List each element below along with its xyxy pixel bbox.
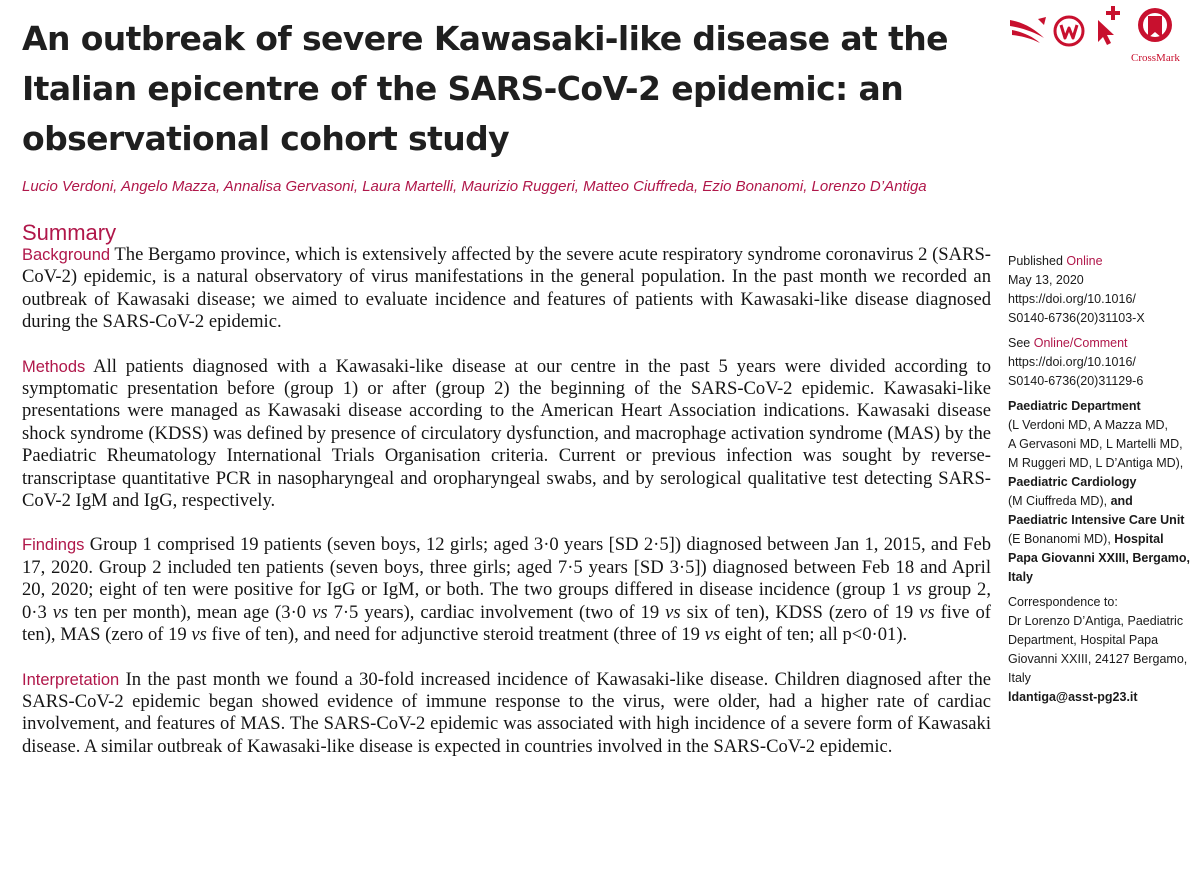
vs-italic: vs — [919, 601, 935, 623]
affiliation-line: (M Ciuffreda MD), — [1008, 494, 1108, 508]
correspondence-line: Correspondence to: — [1008, 595, 1118, 609]
affiliation-line: Italy — [1008, 570, 1034, 584]
findings-text-part: eight of ten; all p<0·01). — [720, 624, 908, 646]
correspondence-line: Department, Hospital Papa — [1008, 633, 1159, 647]
interpretation-text: In the past month we found a 30-fold increased incidence of Kawasaki-like disease. Children diagnosed after the SARS-CoV-2 epidemic began showed evidence of immune response to the virus, were older, had a higher rate of cardiac involvement, and features of MAS. The SARS-CoV-2 epidemic was associated with high incidence of a severe form of Kawasaki disease. A similar outbreak of Kawasaki-like disease is expected in countries involved in the SARS-CoV-2 epidemic. — [22, 668, 992, 757]
correspondence-email[interactable]: ldantiga@asst-pg23.it — [1008, 690, 1138, 704]
interpretation-paragraph — [22, 669, 991, 759]
lancet-ship-icon — [1008, 16, 1048, 46]
vs-italic: vs — [665, 601, 681, 623]
findings-paragraph — [22, 534, 991, 646]
affiliation-line: A Gervasoni MD, L Martelli MD, — [1008, 437, 1183, 451]
interpretation-label: Interpretation — [22, 670, 120, 689]
methods-label: Methods — [22, 357, 86, 376]
affiliation-line: M Ruggeri MD, L D’Antiga MD), — [1008, 456, 1184, 470]
comment-doi-link[interactable]: https://doi.org/10.1016/ — [1008, 355, 1136, 369]
correspondence-line: Giovanni XXIII, 24127 Bergamo, — [1008, 652, 1188, 666]
affiliation-line: Papa Giovanni XXIII, Bergamo, — [1008, 551, 1190, 565]
correspondence — [1008, 593, 1196, 707]
findings-text-part: group 2, 0·3 — [22, 579, 991, 623]
see-comment — [1008, 334, 1196, 391]
affiliation-and: and — [1110, 494, 1133, 508]
crossmark-label: CrossMark — [1131, 52, 1180, 64]
published-date: May 13, 2020 — [1008, 273, 1084, 287]
findings-text-part: six of ten), KDSS (zero of 19 — [680, 601, 920, 623]
background-text: The Bergamo province, which is extensively affected by the severe acute respiratory syndrome coronavirus 2 (SARS-CoV-2) epidemic, is a natural observatory of virus manifestations in the general population. In the past month we recorded an outbreak of Kawasaki disease; we aimed to evaluate incidence and features of patients with Kawasaki-like disease diagnosed during the SARS-CoV-2 epidemic. — [22, 244, 991, 333]
published-info — [1008, 252, 1196, 328]
methods-text: All patients diagnosed with a Kawasaki-like disease at our centre in the past 5 years were divided according to symptomatic presentation before (group 1) or after (group 2) the beginning of the SARS-CoV-2 epidemic. Kawasaki-like presentations were managed as Kawasaki disease according to the American Heart Association indications. Kawasaki disease shock syndrome (KDSS) was defined by presence of circulatory dysfunction, and macrophage activation syndrome (MAS) by the Paediatric Rheumatology International Trials Organisation criteria. Current or previous infection was sought by reverse-transcriptase quantitative PCR in nasopharyngeal and oropharyngeal swabs, and by serological qualitative test detecting SARS-CoV-2 IgM and IgG, respectively. — [22, 355, 992, 512]
affiliation-line: Paediatric Cardiology — [1008, 475, 1137, 489]
doi-link-continued[interactable]: S0140-6736(20)31103-X — [1008, 311, 1145, 325]
article-title: An outbreak of severe Kawasaki-like disease at the Italian epicentre of the SARS-CoV-2 epidemic: an observational cohort study — [22, 19, 948, 158]
abstract-body — [22, 244, 991, 780]
correspondence-line: Italy — [1008, 671, 1031, 685]
published-online-label: Online — [1066, 254, 1103, 268]
affiliation-line: Paediatric Department — [1008, 399, 1141, 413]
findings-text-part: ten per month), mean age (3·0 — [68, 601, 313, 623]
methods-paragraph — [22, 356, 991, 513]
vs-italic: vs — [312, 601, 328, 623]
affiliations — [1008, 397, 1196, 587]
author-list: Lucio Verdoni, Angelo Mazza, Annalisa Gervasoni, Laura Martelli, Maurizio Ruggeri, Matteo Ciuffreda, Ezio Bonanomi, Lorenzo D’Antiga — [22, 178, 927, 195]
background-paragraph — [22, 244, 991, 334]
crossmark-icon[interactable] — [1136, 6, 1174, 48]
affiliation-hospital: Hospital — [1114, 532, 1164, 546]
correspondence-line: Dr Lorenzo D’Antiga, Paediatric — [1008, 614, 1184, 628]
findings-text-part: five of ten), and need for adjunctive steroid treatment (three of 19 — [206, 624, 705, 646]
summary-heading: Summary — [22, 220, 117, 245]
findings-text-part: five of ten), MAS (zero of 19 — [22, 601, 991, 646]
online-comment-link[interactable]: Online/Comment — [1033, 336, 1128, 350]
findings-label: Findings — [22, 536, 85, 555]
vs-italic: vs — [704, 624, 721, 646]
affiliation-line: Paediatric Intensive Care Unit — [1008, 513, 1185, 527]
vs-italic: vs — [52, 601, 69, 623]
cursor-plus-icon[interactable] — [1092, 6, 1126, 46]
at-circle-icon[interactable] — [1052, 14, 1086, 48]
findings-text — [22, 534, 991, 645]
see-prefix: See — [1008, 336, 1031, 350]
affiliation-line: (E Bonanomi MD), — [1008, 532, 1111, 546]
affiliation-line: (L Verdoni MD, A Mazza MD, — [1008, 418, 1169, 432]
findings-text-part: Group 1 comprised 19 patients (seven boys, 12 girls; aged 3·0 years [SD 2·5]) diagnosed between Jan 1, 2015, and Feb 17, 2020. Group 2 included ten patients (seven boys, three girls; aged 7·5 years [SD 3·5]) diagnosed between Feb 18 and April 20, 2020; eight of ten were positive for IgG or IgM, or both. The two groups differed in disease incidence (group 1 — [22, 534, 991, 601]
publisher-logos — [1006, 4, 1196, 74]
published-prefix: Published — [1008, 254, 1063, 268]
findings-text-part: 7·5 years), cardiac involvement (two of 19 — [327, 601, 666, 623]
doi-link[interactable]: https://doi.org/10.1016/ — [1008, 292, 1136, 306]
comment-doi-link-continued[interactable]: S0140-6736(20)31129-6 — [1008, 374, 1144, 388]
article-sidebar — [1008, 252, 1196, 713]
vs-italic: vs — [191, 624, 207, 646]
background-label: Background — [22, 246, 111, 264]
vs-italic: vs — [906, 579, 922, 601]
